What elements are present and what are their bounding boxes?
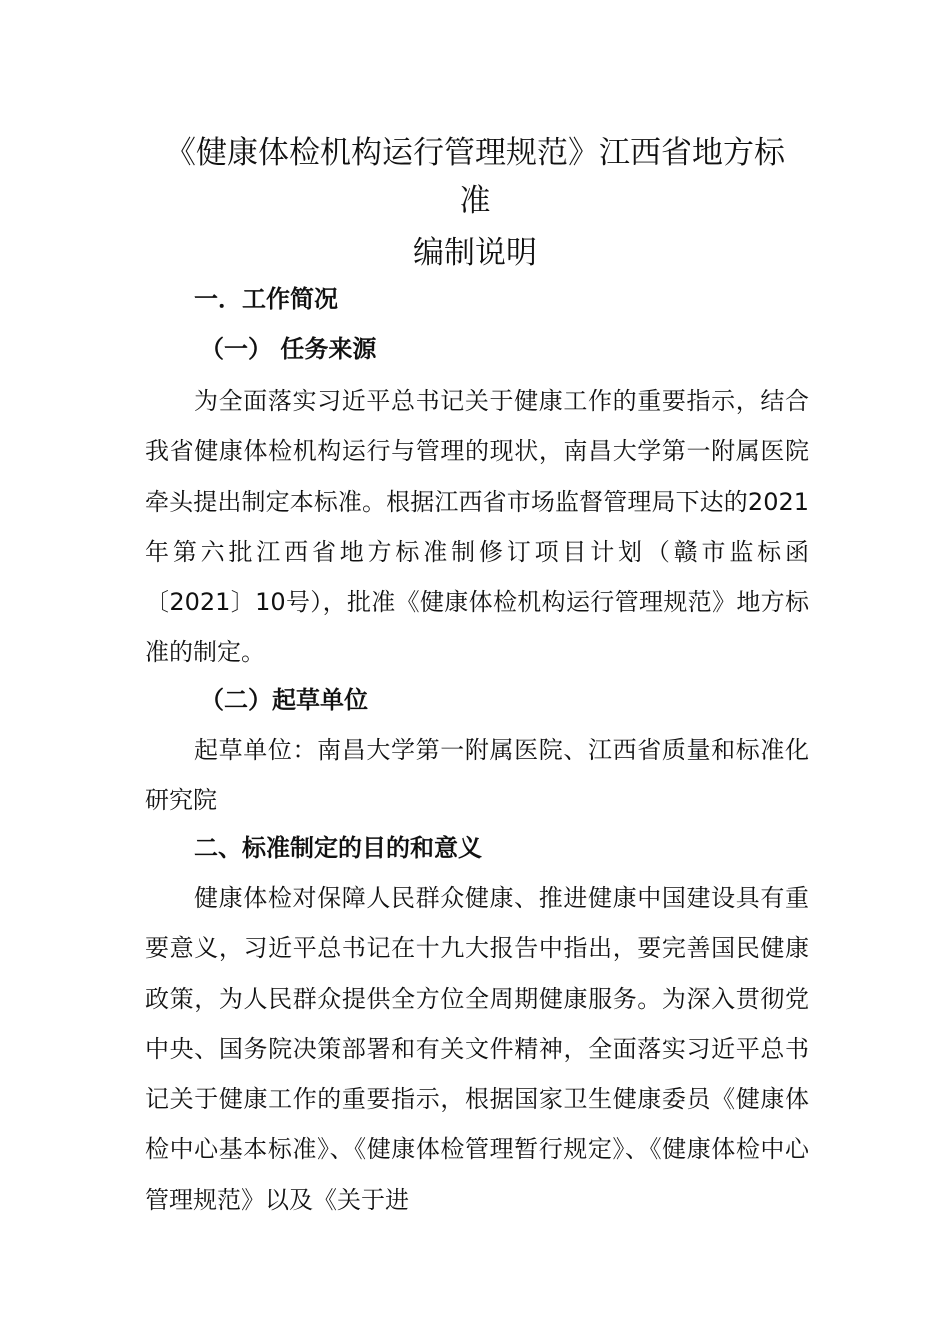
section-1-2-paragraph: 起草单位：南昌大学第一附属医院、江西省质量和标准化研究院: [145, 736, 809, 815]
section-1-1-heading: （一） 任务来源: [200, 335, 377, 363]
section-1-heading: 一．工作简况: [194, 285, 338, 313]
document-subtitle: 编制说明: [413, 235, 537, 271]
section-2-heading: 二、标准制定的目的和意义: [194, 834, 482, 862]
document-title-line-2: 准: [459, 183, 491, 219]
document-title-line-1: 《健康体检机构运行管理规范》江西省地方标: [165, 135, 785, 171]
section-1-2-heading: （二）起草单位: [200, 686, 368, 714]
section-2-paragraph: 健康体检对保障人民群众健康、推进健康中国建设具有重要意义，习近平总书记在十九大报告中指出，要完善国民健康政策，为人民群众提供全方位全周期健康服务。为深入贯彻党中央、国务院决策部署和有关文件精神，全面落实习近平总书记关于健康工作的重要指示，根据国家卫生健康委员《健康体检中心基本标准》、《健康体检管理暂行规定》、《健康体检中心管理规范》以及《关于进: [145, 884, 809, 1214]
section-1-1-paragraph: 为全面落实习近平总书记关于健康工作的重要指示，结合我省健康体检机构运行与管理的现状，南昌大学第一附属医院牵头提出制定本标准。根据江西省市场监督管理局下达的2021年第六批江西省地方标准制修订项目计划（赣市监标函〔2021〕10号），批准《健康体检机构运行管理规范》地方标准的制定。: [145, 387, 809, 667]
